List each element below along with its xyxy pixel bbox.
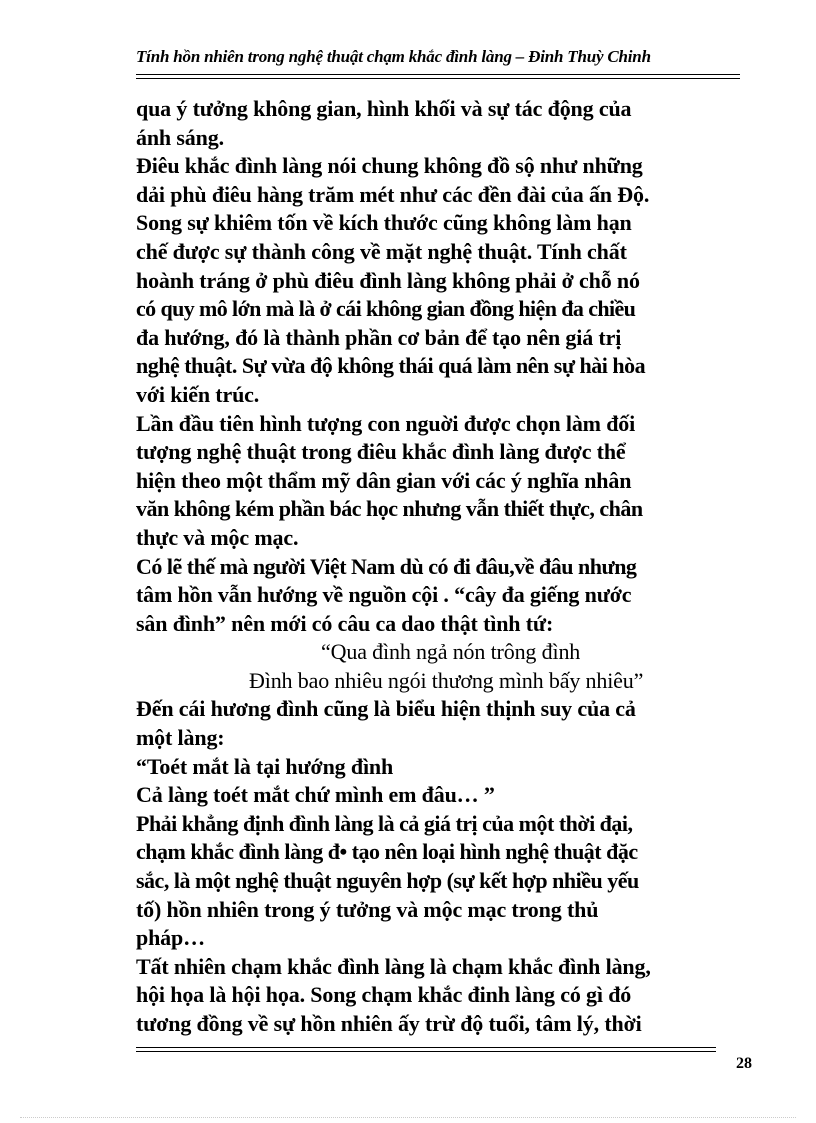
- text-line: tố) hồn nhiên trong ý tưởng và mộc mạc trong thủ: [136, 896, 599, 922]
- header-rule-bottom: [136, 78, 740, 79]
- text-line: dải phù điêu hàng trăm mét như các đền đài của ấn Độ.: [136, 181, 650, 207]
- text-line: tượng nghệ thuật trong điêu khắc đình làng được thể: [136, 439, 626, 465]
- footer-rule-top: [136, 1047, 716, 1048]
- text-line: nghệ thuật. Sự vừa độ không thái quá làm nên sự hài hòa: [136, 353, 646, 379]
- page-edge-divider: [20, 1117, 796, 1118]
- page-header-title: Tính hồn nhiên trong nghệ thuật chạm khắc đình làng – Đinh Thuỳ Chinh: [136, 47, 651, 66]
- text-line: hội họa là hội họa. Song chạm khắc đinh làng có gì đó: [136, 982, 632, 1008]
- text-line: Lần đầu tiên hình tượng con nguời được chọn làm đối: [136, 410, 636, 436]
- text-line: có quy mô lớn mà là ở cái không gian đồng hiện đa chiều: [136, 296, 636, 322]
- text-line: văn không kém phần bác học nhưng vẫn thiết thực, chân: [136, 496, 643, 522]
- text-line: đa hướng, đó là thành phần cơ bản để tạo nên giá trị: [136, 324, 622, 350]
- poem-line: Đình bao nhiêu ngói thương mình bấy nhiêu”: [249, 667, 644, 693]
- text-line: Song sự khiêm tốn về kích thước cũng không làm hạn: [136, 210, 632, 236]
- text-line: tâm hồn vẫn hướng về nguồn cội . “cây đa giếng nước: [136, 582, 632, 608]
- text-line: Điêu khắc đình làng nói chung không đồ sộ như những: [136, 153, 643, 179]
- text-line: Có lẽ thế mà người Việt Nam dù có đi đâu,về đâu nhưng: [136, 553, 637, 579]
- text-line: pháp…: [136, 925, 205, 951]
- text-line: Tất nhiên chạm khắc đình làng là chạm khắc đình làng,: [136, 953, 651, 979]
- poem-line: Cả làng toét mắt chứ mình em đâu… ”: [136, 782, 495, 808]
- poem-line: “Qua đình ngả nón trông đình: [321, 639, 581, 665]
- footer-rule-bottom: [136, 1051, 716, 1052]
- text-line: hiện theo một thẩm mỹ dân gian với các ý nghĩa nhân: [136, 467, 632, 493]
- text-line: chế được sự thành công về mặt nghệ thuật. Tính chất: [136, 238, 627, 264]
- text-line: ánh sáng.: [136, 124, 224, 150]
- text-line: qua ý tưởng không gian, hình khối và sự tác động của: [136, 96, 632, 121]
- text-line: sắc, là một nghệ thuật nguyên hợp (sự kết hợp nhiều yếu: [136, 868, 639, 894]
- text-line: tương đồng về sự hồn nhiên ấy trừ độ tuổi, tâm lý, thời: [136, 1011, 642, 1036]
- text-line: Phải khẳng định đình làng là cả giá trị của một thời đại,: [136, 810, 633, 836]
- text-line: Đến cái hương đình cũng là biểu hiện thịnh suy của cả: [136, 696, 636, 722]
- body-text: [136, 95, 740, 1039]
- text-line: với kiến trúc.: [136, 381, 260, 407]
- text-line: thực và mộc mạc.: [136, 524, 299, 550]
- text-line: sân đình” nên mới có câu ca dao thật tình tứ:: [136, 610, 554, 636]
- text-line: một làng:: [136, 725, 225, 751]
- header-rule-top: [136, 74, 740, 75]
- text-line: hoành tráng ở phù điêu đình làng không phải ở chỗ nó: [136, 267, 640, 293]
- poem-line: “Toét mắt là tại hướng đình: [136, 753, 394, 779]
- text-line: chạm khắc đình làng đ• tạo nên loại hình nghệ thuật đặc: [136, 839, 638, 865]
- page-number: 28: [736, 1055, 752, 1072]
